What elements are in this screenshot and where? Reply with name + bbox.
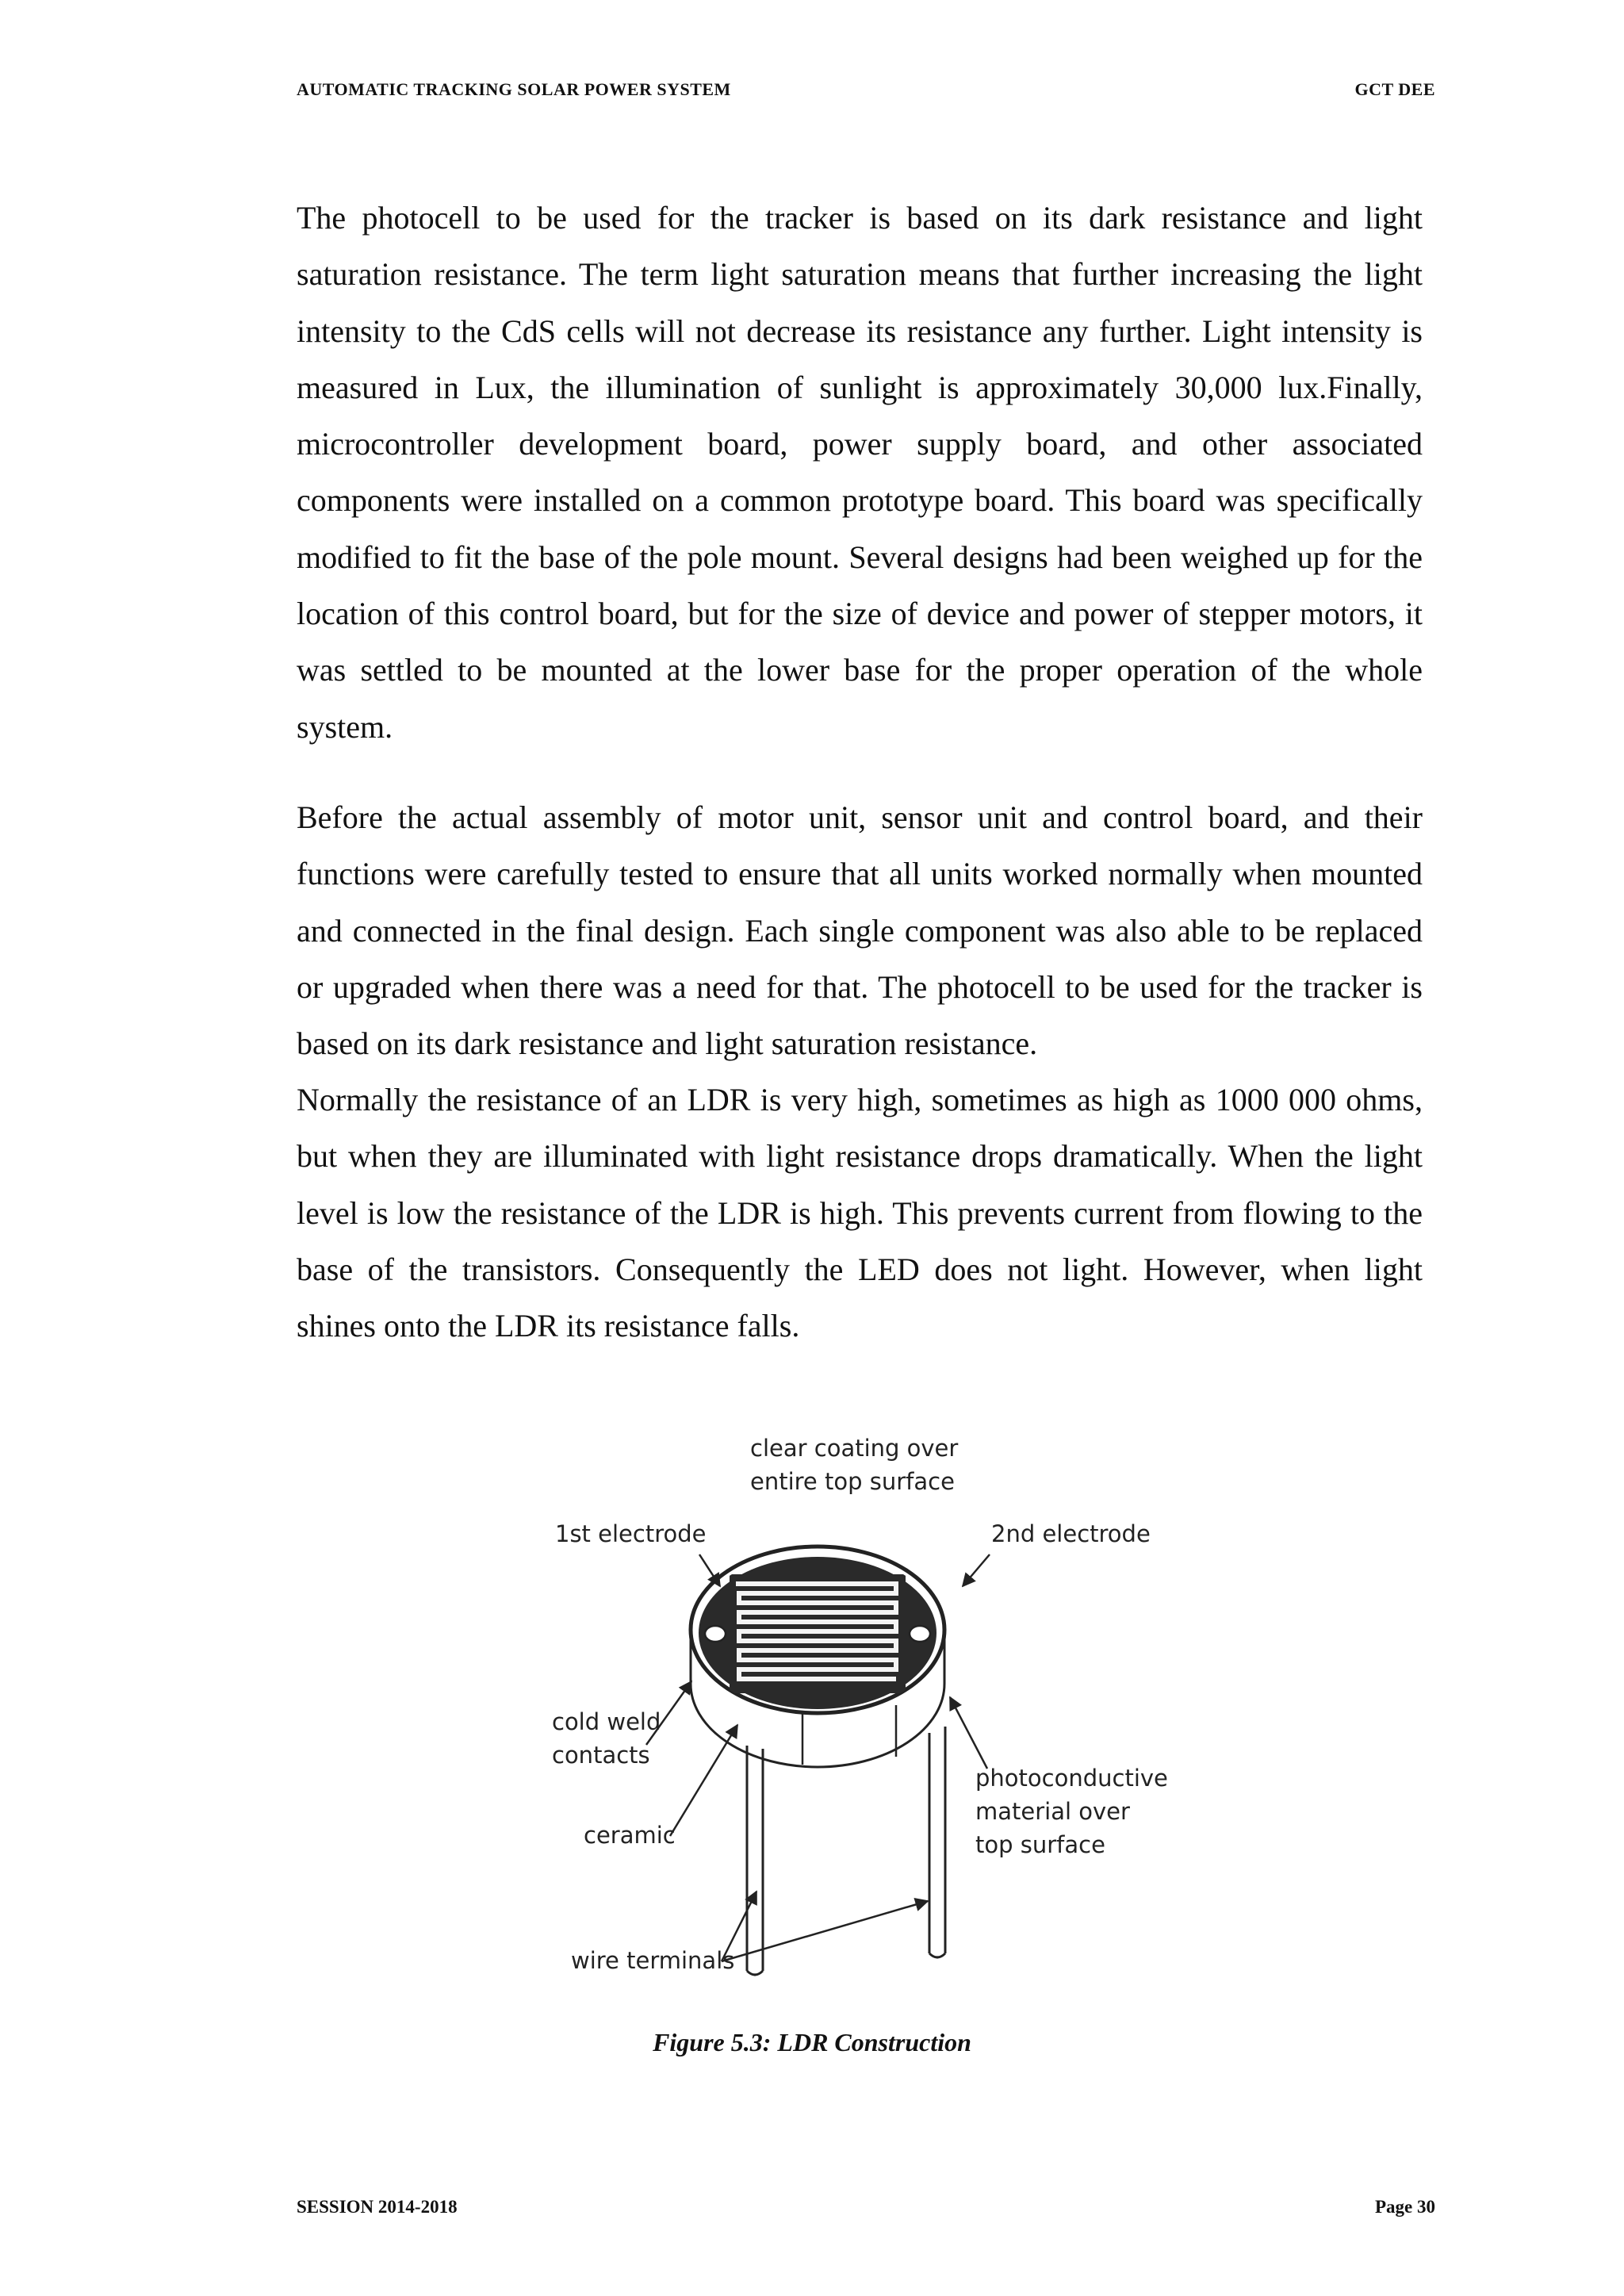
label-electrode-2: 2nd electrode [991, 1520, 1151, 1547]
label-photoconductive: photoconductive material over top surface [975, 1765, 1168, 1858]
electrode-1-contact [705, 1626, 726, 1642]
lead-left [747, 1746, 763, 1975]
running-header-title: AUTOMATIC TRACKING SOLAR POWER SYSTEM [297, 79, 731, 99]
footer-session: SESSION 2014-2018 [297, 2197, 458, 2217]
running-header-dept: GCT DEE [1354, 79, 1435, 99]
label-electrode-1: 1st electrode [555, 1520, 707, 1547]
paragraph-1: The photocell to be used for the tracker is based on its dark resistance and light saturation resistance. The term light saturation means that further increasing the light intensity to the CdS cells will not decrease its resistance any further. Light intensity is measured in Lux, the illumination of sunlight is approximately 30,000 lux.Finally, microcontroller development board, power supply board, and other associated components were installed on a common prototype board. This board was specifically modified to fit the base of the pole mount. Several designs had been weighed up for the location of this control board, but for the size of device and power of stepper motors, it was settled to be mounted at the lower base for the proper operation of the whole system. [297, 200, 1423, 745]
paragraph-2: Before the actual assembly of motor unit, sensor unit and control board, and their functions were carefully tested to ensure that all units worked normally when mounted and connected in the final design. Each single component was also able to be replaced or upgraded when there was a need for that. The photocell to be used for the tracker is based on its dark resistance and light saturation resistance. [297, 799, 1423, 1062]
label-cold-weld: cold weld contacts [552, 1708, 661, 1769]
label-wire-terminals: wire terminals [571, 1947, 735, 1974]
footer-page-number: Page 30 [1374, 2197, 1435, 2217]
paragraph-3: Normally the resistance of an LDR is very high, sometimes as high as 1000 000 ohms, but when they are illuminated with light resistance drops dramatically. When the light level is low the resistance of the LDR is high. This prevents current from flowing to the base of the transistors. Consequently the LED does not light. However, when light shines onto the LDR its resistance falls. [297, 1082, 1423, 1344]
label-coating: clear coating over entire top surface [750, 1435, 959, 1495]
ldr-construction-figure [523, 1432, 1189, 1987]
figure-caption: Figure 5.3: LDR Construction [653, 2028, 971, 2056]
lead-right [929, 1727, 945, 1957]
electrode-2-contact [910, 1626, 930, 1642]
label-ceramic: ceramic [584, 1822, 676, 1849]
